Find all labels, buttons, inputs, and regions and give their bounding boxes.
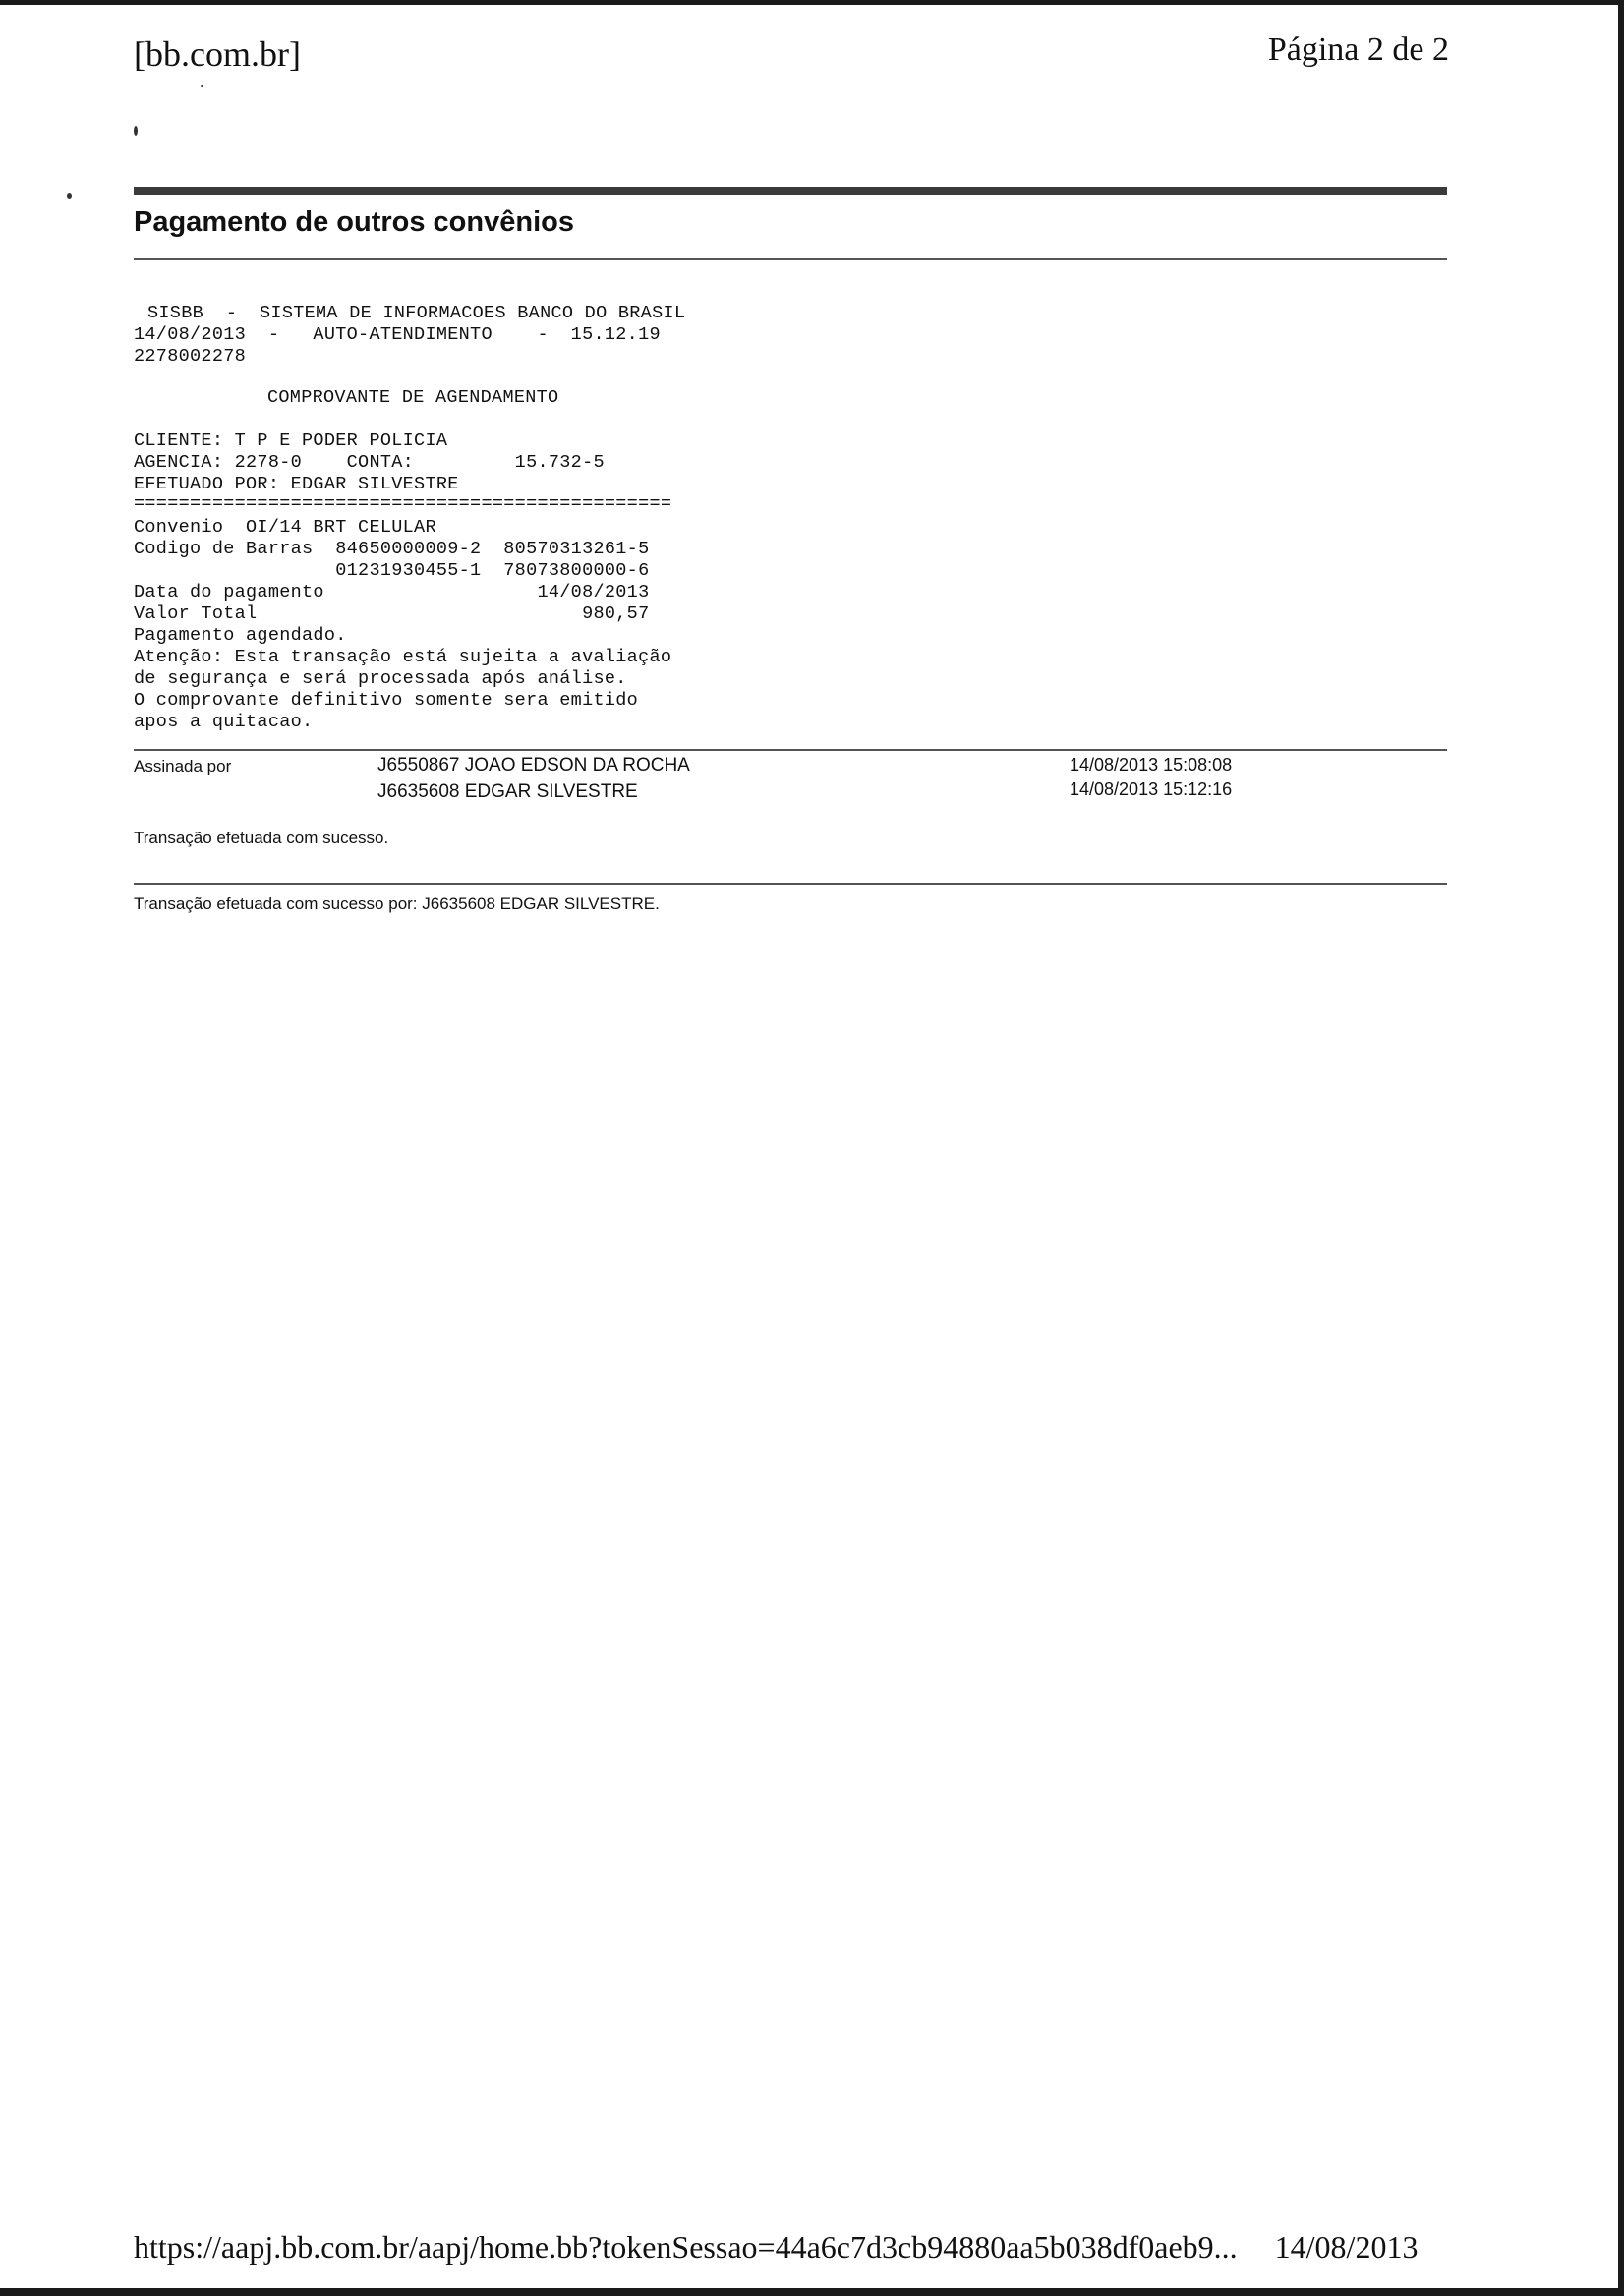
receipt-barcode-2: 01231930455-1 78073800000-6 bbox=[134, 560, 650, 581]
signed-by-label: Assinada por bbox=[134, 757, 232, 775]
receipt-heading: COMPROVANTE DE AGENDAMENTO bbox=[267, 387, 559, 408]
footer-date: 14/08/2013 bbox=[1274, 2229, 1419, 2265]
title-rule bbox=[134, 258, 1447, 260]
scan-edge-top bbox=[0, 0, 1624, 5]
receipt-attention-2: de segurança e será processada após análise. bbox=[134, 668, 627, 689]
receipt-performed-by: EFETUADO POR: EDGAR SILVESTRE bbox=[134, 474, 459, 494]
footer-url: https://aapj.bb.com.br/aapj/home.bb?tokenSessao=44a6c7d3cb94880aa5b038df0aeb9... bbox=[134, 2229, 1238, 2265]
scan-speck bbox=[134, 126, 138, 136]
site-name: [bb.com.br] bbox=[134, 34, 301, 74]
receipt-payment-date: Data do pagamento 14/08/2013 bbox=[134, 582, 650, 603]
receipt-agency: AGENCIA: 2278-0 CONTA: 15.732-5 bbox=[134, 452, 605, 473]
receipt-client: CLIENTE: T P E PODER POLICIA bbox=[134, 430, 448, 451]
scan-speck bbox=[67, 193, 72, 199]
signature-datetime: 14/08/2013 15:12:16 bbox=[1070, 779, 1233, 799]
scan-edge-bottom bbox=[0, 2288, 1624, 2296]
receipt-scheduled: Pagamento agendado. bbox=[134, 625, 347, 646]
signature-datetime: 14/08/2013 15:08:08 bbox=[1070, 755, 1233, 775]
page-number: Página 2 de 2 bbox=[1267, 31, 1449, 68]
signer-name: J6635608 EDGAR SILVESTRE bbox=[377, 781, 638, 802]
receipt-separator: ================================================ bbox=[134, 493, 672, 514]
receipt-barcode-1: Codigo de Barras 84650000009-2 80570313261-5 bbox=[134, 539, 650, 559]
receipt-total-value: Valor Total 980,57 bbox=[134, 603, 650, 624]
transaction-status: Transação efetuada com sucesso. bbox=[134, 829, 389, 847]
receipt-definitive-2: apos a quitacao. bbox=[134, 712, 314, 732]
scan-edge-right bbox=[1618, 0, 1624, 2296]
receipt-attention-1: Atenção: Esta transação está sujeita a avaliação bbox=[134, 647, 672, 667]
receipt-definitive-1: O comprovante definitivo somente sera emitido bbox=[134, 690, 639, 711]
receipt-code-line: 2278002278 bbox=[134, 346, 247, 367]
transaction-status-by: Transação efetuada com sucesso por: J6635608 EDGAR SILVESTRE. bbox=[134, 894, 660, 913]
receipt-system-line: SISBB - SISTEMA DE INFORMACOES BANCO DO BRASIL bbox=[147, 303, 686, 323]
signature-rule bbox=[134, 749, 1447, 751]
footer-line bbox=[134, 2229, 1418, 2266]
scan-speck bbox=[201, 85, 203, 87]
title-bar bbox=[134, 187, 1447, 195]
receipt-agreement: Convenio OI/14 BRT CELULAR bbox=[134, 517, 436, 538]
section-title: Pagamento de outros convênios bbox=[134, 206, 574, 238]
receipt-date-line: 14/08/2013 - AUTO-ATENDIMENTO - 15.12.19 bbox=[134, 324, 661, 345]
signer-name: J6550867 JOAO EDSON DA ROCHA bbox=[377, 755, 690, 775]
status-rule bbox=[134, 883, 1447, 885]
